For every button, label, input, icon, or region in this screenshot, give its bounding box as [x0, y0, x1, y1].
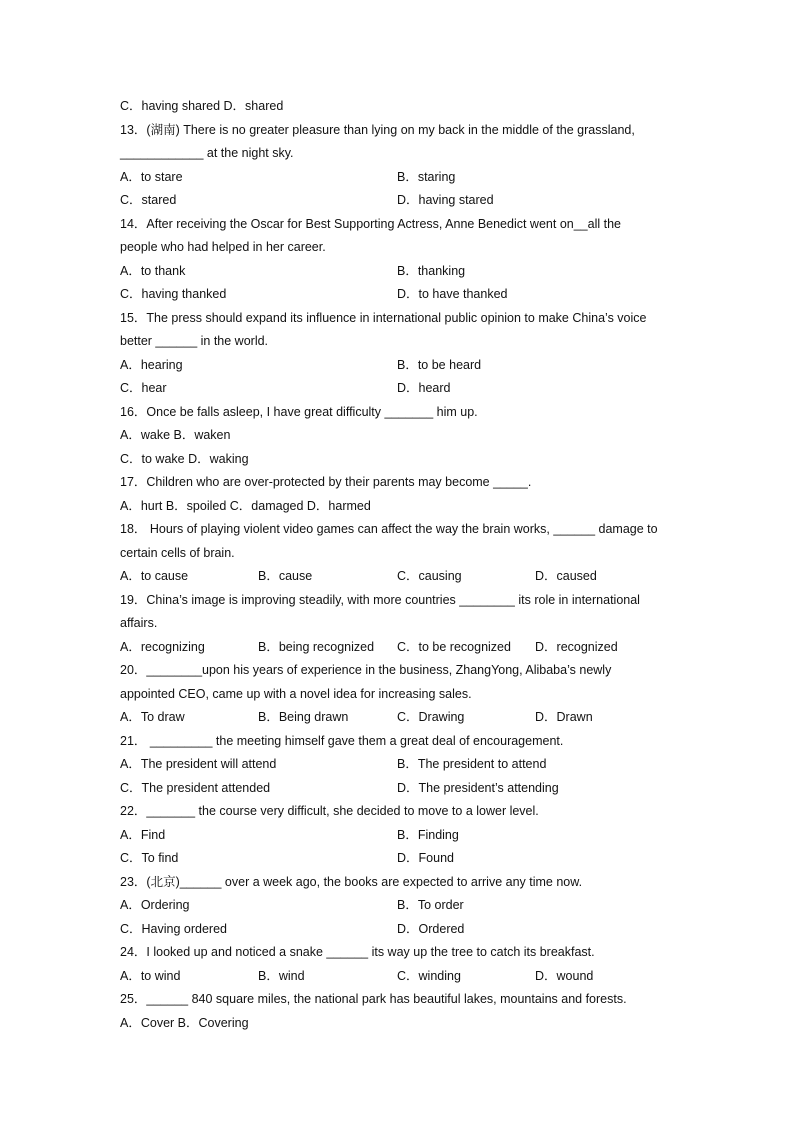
answer-option: D．Ordered — [397, 921, 465, 936]
question-text: 18． Hours of playing violent video games can affect the way the brain works, ______ damage to — [120, 522, 658, 536]
line-text — [120, 236, 680, 260]
answer-option: B．The president to attend — [397, 757, 547, 771]
answer-option: B．Being drawn — [258, 710, 349, 724]
answer-option: D．Drawn — [535, 710, 593, 724]
line-four — [120, 636, 680, 660]
document-body — [120, 95, 680, 1035]
line-two — [120, 354, 680, 378]
line-two — [120, 777, 680, 801]
answer-option: A．to thank — [120, 263, 186, 278]
line-two — [120, 894, 680, 918]
line-text — [120, 542, 680, 566]
question-text: 15．The press should expand its influence in international public opinion to make China’s voice — [120, 310, 647, 325]
line-two — [120, 918, 680, 942]
answer-option: C．having thanked — [120, 287, 227, 301]
answer-option: A．recognizing — [120, 639, 205, 654]
line-text — [120, 518, 680, 542]
line-inline — [120, 1012, 680, 1036]
answer-option: C．The president attended — [120, 780, 271, 795]
answer-option: C．winding — [397, 968, 461, 983]
answer-option: D．The president’s attending — [397, 780, 559, 795]
line-text — [120, 871, 680, 895]
answer-option: A．The president will attend — [120, 757, 277, 771]
line-two — [120, 753, 680, 777]
question-text: affairs. — [120, 616, 158, 630]
answer-option: C．to be recognized — [397, 639, 511, 654]
question-text: 17．Children who are over-protected by their parents may become _____. — [120, 475, 532, 489]
line-inline — [120, 448, 680, 472]
answer-option: B．To order — [397, 898, 464, 912]
answer-option: C．hear — [120, 381, 167, 395]
line-text — [120, 941, 680, 965]
question-text: 20．________upon his years of experience in the business, ZhangYong, Alibaba’s newly — [120, 663, 612, 677]
answer-option: B．to be heard — [397, 357, 482, 372]
line-inline — [120, 95, 680, 119]
answer-option: D．recognized — [535, 639, 618, 654]
answer-options: C．having shared D．shared — [120, 99, 284, 113]
line-text — [120, 307, 680, 331]
line-four — [120, 965, 680, 989]
answer-option: A．hearing — [120, 357, 183, 372]
question-text: ____________ at the night sky. — [120, 146, 294, 160]
answer-options: C．to wake D．waking — [120, 451, 249, 466]
line-two — [120, 166, 680, 190]
line-two — [120, 283, 680, 307]
line-text — [120, 659, 680, 683]
question-text: 25．______ 840 square miles, the national park has beautiful lakes, mountains and forests. — [120, 992, 627, 1006]
answer-option: C．stared — [120, 193, 177, 207]
line-two — [120, 377, 680, 401]
answer-option: A．to wind — [120, 968, 181, 983]
answer-option: C．Having ordered — [120, 921, 227, 936]
line-two — [120, 847, 680, 871]
line-text — [120, 401, 680, 425]
answer-options: A．wake B．waken — [120, 428, 231, 442]
answer-option: A．Ordering — [120, 898, 190, 912]
answer-option: A．to cause — [120, 569, 189, 583]
question-text: appointed CEO, came up with a novel idea for increasing sales. — [120, 686, 472, 701]
answer-options: A．hurt B．spoiled C．damaged D．harmed — [120, 498, 371, 513]
question-text: 22．_______ the course very difficult, she decided to move to a lower level. — [120, 804, 539, 818]
line-four — [120, 565, 680, 589]
line-text — [120, 330, 680, 354]
answer-option: C．causing — [397, 569, 462, 583]
line-text — [120, 471, 680, 495]
question-text: 13．(湖南) There is no greater pleasure than lying on my back in the middle of the grassland, — [120, 122, 635, 137]
line-text — [120, 800, 680, 824]
answer-option: D．heard — [397, 381, 451, 395]
line-text — [120, 589, 680, 613]
answer-option: D．Found — [397, 851, 454, 865]
question-text: 16．Once be falls asleep, I have great difficulty _______ him up. — [120, 404, 478, 419]
line-inline — [120, 495, 680, 519]
answer-option: B．staring — [397, 169, 456, 184]
answer-option: B．Finding — [397, 827, 459, 842]
line-text — [120, 142, 680, 166]
answer-options: A．Cover B．Covering — [120, 1015, 249, 1030]
answer-option: C．To find — [120, 851, 179, 865]
answer-option: D．having stared — [397, 193, 494, 207]
answer-option: A．to stare — [120, 169, 183, 184]
line-text — [120, 213, 680, 237]
line-inline — [120, 424, 680, 448]
question-text: certain cells of brain. — [120, 545, 235, 560]
answer-option: B．thanking — [397, 263, 466, 278]
answer-option: A．Find — [120, 827, 166, 842]
answer-option: B．being recognized — [258, 639, 375, 654]
question-text: 21． _________ the meeting himself gave them a great deal of encouragement. — [120, 733, 564, 748]
line-text — [120, 612, 680, 636]
line-text — [120, 683, 680, 707]
line-two — [120, 189, 680, 213]
answer-option: D．to have thanked — [397, 287, 508, 301]
answer-option: D．caused — [535, 569, 597, 583]
answer-option: D．wound — [535, 968, 594, 983]
question-text: 19．China’s image is improving steadily, with more countries ________ its role in international — [120, 592, 640, 607]
answer-option: B．wind — [258, 968, 305, 983]
answer-option: B．cause — [258, 569, 313, 583]
line-text — [120, 119, 680, 143]
question-text: 23．(北京)______ over a week ago, the books are expected to arrive any time now. — [120, 874, 583, 889]
answer-option: C．Drawing — [397, 710, 465, 724]
line-four — [120, 706, 680, 730]
question-text: 14．After receiving the Oscar for Best Supporting Actress, Anne Benedict went on__all the — [120, 216, 621, 231]
line-two — [120, 824, 680, 848]
line-text — [120, 988, 680, 1012]
line-text — [120, 730, 680, 754]
question-text: people who had helped in her career. — [120, 240, 326, 254]
question-text: better ______ in the world. — [120, 334, 269, 348]
answer-option: A．To draw — [120, 710, 185, 724]
question-text: 24．I looked up and noticed a snake ______ its way up the tree to catch its breakfast. — [120, 945, 595, 959]
line-two — [120, 260, 680, 284]
